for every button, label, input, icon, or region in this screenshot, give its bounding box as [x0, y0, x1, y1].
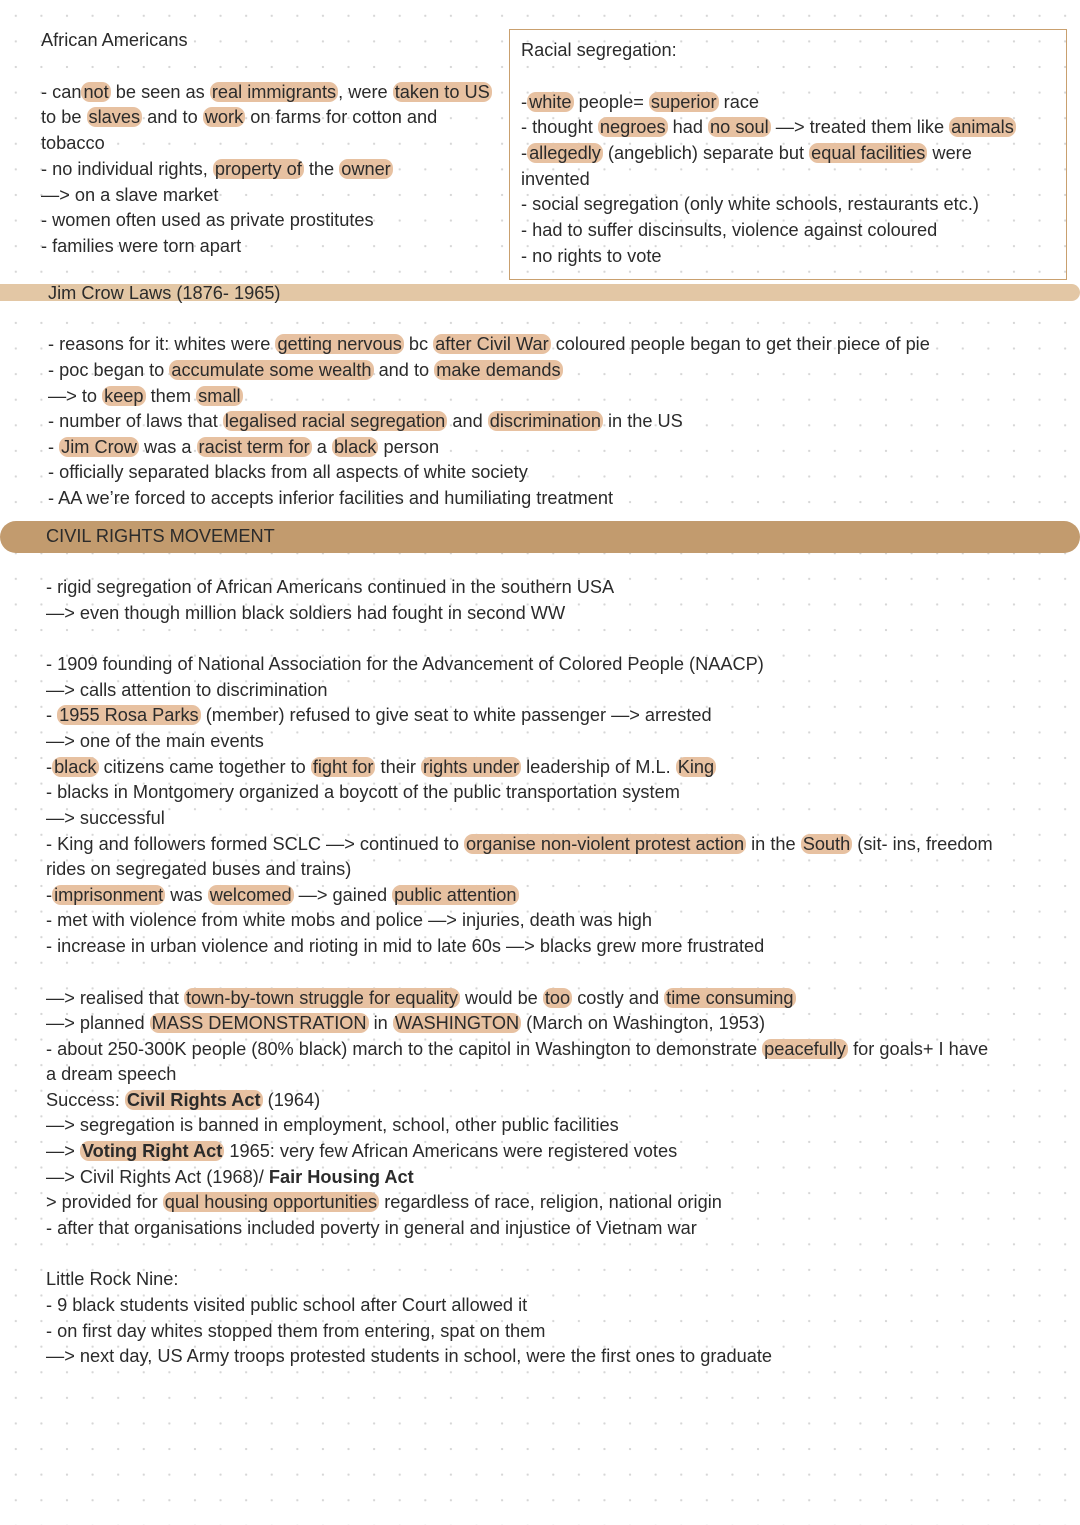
- aa-line-4: - no individual rights, property of the owner: [41, 159, 391, 179]
- cr-line-22: —> Civil Rights Act (1968)/ Fair Housing Act: [46, 1167, 414, 1187]
- cr-line-12: - imprisonment was welcomed —> gained public attention: [46, 885, 517, 905]
- cr-line-23: > provided for qual housing opportunities regardless of race, religion, national origin: [46, 1192, 722, 1212]
- jc-line-5: - Jim Crow was a racist term for a black person: [48, 437, 440, 457]
- jc-line-1: - reasons for it: whites were getting nervous bc after Civil War coloured people began to get their piece of pie: [48, 334, 930, 354]
- rs-line-7: - no rights to vote: [521, 246, 662, 266]
- cr-line-6: —> one of the main events: [46, 731, 264, 751]
- aa-line-6: - women often used as private prostitutes: [41, 210, 374, 230]
- cr-line-2: —> even though million black soldiers had fought in second WW: [46, 603, 566, 623]
- rs-line-2: - thought negroes had no soul —> treated them like animals: [521, 117, 1014, 137]
- cr-line-21: —> Voting Right Act 1965: very few African Americans were registered votes: [46, 1141, 678, 1161]
- cr-line-14: - increase in urban violence and rioting in mid to late 60s —> blacks grew more frustrated: [46, 936, 765, 956]
- lr-line-3: —> next day, US Army troops protested students in school, were the first ones to graduate: [46, 1346, 773, 1366]
- aa-line-5: —> on a slave market: [41, 185, 219, 205]
- jim-crow-title: Jim Crow Laws (1876- 1965): [48, 283, 281, 303]
- aa-line-7: - families were torn apart: [41, 236, 242, 256]
- lr-line-2: - on first day whites stopped them from entering, spat on them: [46, 1321, 546, 1341]
- jc-line-2: - poc began to accumulate some wealth and to make demands: [48, 360, 561, 380]
- cr-line-1: - rigid segregation of African Americans continued in the southern USA: [46, 577, 615, 597]
- rs-line-1: - white people= superior race: [521, 92, 760, 112]
- cr-line-7: - black citizens came together to fight for their rights under leadership of M.L. King: [46, 757, 715, 777]
- rs-line-5: - social segregation (only white schools, restaurants etc.): [521, 194, 979, 214]
- aa-line-3: tobacco: [41, 133, 105, 153]
- racial-segregation-title: Racial segregation:: [521, 40, 677, 60]
- little-rock-title: Little Rock Nine:: [46, 1269, 179, 1289]
- rs-line-4: invented: [521, 169, 590, 189]
- cr-line-13: - met with violence from white mobs and police —> injuries, death was high: [46, 910, 653, 930]
- cr-line-18: a dream speech: [46, 1064, 177, 1084]
- jc-line-4: - number of laws that legalised racial segregation and discrimination in the US: [48, 411, 683, 431]
- cr-line-3: - 1909 founding of National Association for the Advancement of Colored People (NAACP): [46, 654, 764, 674]
- african-americans-title: African Americans: [41, 30, 188, 50]
- cr-line-19: Success: Civil Rights Act (1964): [46, 1090, 321, 1110]
- civil-rights-title: CIVIL RIGHTS MOVEMENT: [46, 526, 275, 546]
- cr-line-9: —> successful: [46, 808, 165, 828]
- aa-line-1: - can not be seen as real immigrants , were taken to US: [41, 82, 490, 102]
- lr-line-1: - 9 black students visited public school after Court allowed it: [46, 1295, 528, 1315]
- jc-line-6: - officially separated blacks from all aspects of white society: [48, 462, 528, 482]
- jc-line-7: - AA we’re forced to accepts inferior facilities and humiliating treatment: [48, 488, 614, 508]
- cr-line-8: - blacks in Montgomery organized a boycott of the public transportation system: [46, 782, 680, 802]
- rs-line-6: - had to suffer discinsults, violence against coloured: [521, 220, 938, 240]
- cr-line-4: —> calls attention to discrimination: [46, 680, 328, 700]
- cr-line-11: rides on segregated buses and trains): [46, 859, 352, 879]
- cr-line-17: - about 250-300K people (80% black) march to the capitol in Washington to demonstrate peacefully for goals+ I have: [46, 1039, 989, 1059]
- cr-line-15: —> realised that town-by-town struggle for equality would be too costly and time consuming: [46, 988, 794, 1008]
- cr-line-24: - after that organisations included poverty in general and injustice of Vietnam war: [46, 1218, 697, 1238]
- cr-line-16: —> planned MASS DEMONSTRATION in WASHINGTON (March on Washington, 1953): [46, 1013, 766, 1033]
- cr-line-20: —> segregation is banned in employment, school, other public facilities: [46, 1115, 619, 1135]
- aa-line-2: to be slaves and to work on farms for cotton and: [41, 107, 438, 127]
- rs-line-3: - allegedly (angeblich) separate but equal facilities were: [521, 143, 972, 163]
- cr-line-5: - 1955 Rosa Parks (member) refused to give seat to white passenger —> arrested: [46, 705, 712, 725]
- jc-line-3: —> to keep them small: [48, 386, 241, 406]
- cr-line-10: - King and followers formed SCLC —> continued to organise non-violent protest action in the South (sit- ins, freedom: [46, 834, 993, 854]
